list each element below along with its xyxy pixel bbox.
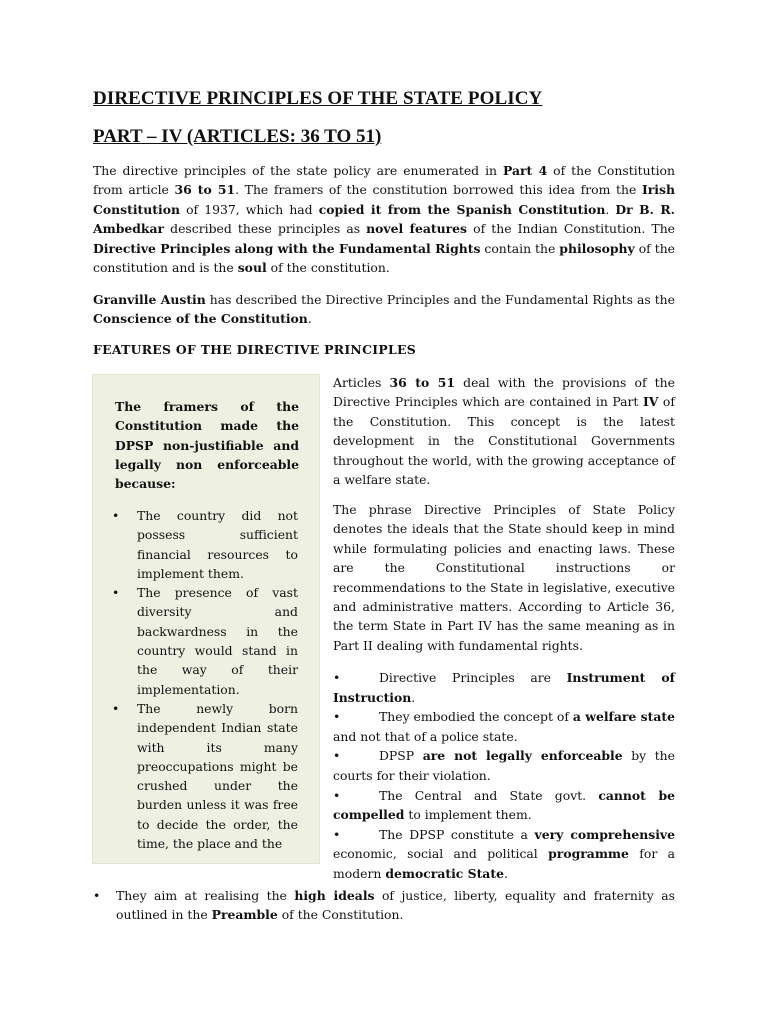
list-item: • The newly born independent Indian state with its many preoccupations might be crushed under the burden unless it was free to decide the order, the time, the place and the — [112, 700, 298, 852]
bullet-icon: • — [112, 508, 120, 523]
list-item: • They embodied the concept of a welfare state and not that of a police state. — [333, 709, 675, 744]
list-item: • Directive Principles are Instrument of Instruction. — [333, 670, 675, 705]
part-subtitle: PART – IV (ARTICLES: 36 TO 51) — [93, 126, 382, 147]
phrase-paragraph: The phrase Directive Principles of State Policy denotes the ideals that the State should keep in mind while formulating policies and enacting laws. These are the Constitutional instructions or recommendations to the State in legislative, executive and administrative matters. According to Article 36, the term State in Part IV has the same meaning as in Part II dealing with fundamental rights. — [333, 502, 675, 653]
intro-paragraph: The directive principles of the state policy are enumerated in Part 4 of the Constitution from article 36 to 51. The framers of the constitution borrowed this idea from the Irish Constitution of 1937, which had copied it from the Spanish Constitution. Dr B. R. Ambedkar described these principles as novel features of the Indian Constitution. The Directive Principles along with the Fundamental Rights contain the philosophy of the constitution and is the soul of the constitution. — [93, 163, 676, 276]
sidebox-title: The framers of the Constitution made the DPSP non-justifiable and legally non enforceable because: — [115, 399, 299, 492]
bullet-icon: • — [333, 787, 341, 803]
non-justifiable-sidebox — [92, 374, 320, 864]
features-heading: FEATURES OF THE DIRECTIVE PRINCIPLES — [93, 342, 416, 357]
bullet-icon: • — [333, 709, 341, 725]
list-item: • The Central and State govt. cannot be compelled to implement them. — [333, 787, 675, 823]
bullet-icon: • — [333, 826, 341, 842]
austin-paragraph: Granville Austin has described the Directive Principles and the Fundamental Rights as the Conscience of the Constitution. — [93, 292, 675, 327]
list-item: • The DPSP constitute a very comprehensive economic, social and political programme for a modern democratic State. — [333, 826, 676, 881]
bullet-icon: • — [333, 748, 341, 764]
bullet-icon: • — [333, 670, 341, 685]
bullet-icon: • — [112, 700, 120, 716]
ideals-list — [93, 886, 675, 925]
features-list — [333, 668, 675, 884]
bullet-icon: • — [112, 585, 120, 601]
articles-paragraph: Articles 36 to 51 deal with the provisions of the Directive Principles which are contained in Part IV of the Constitution. This concept is the latest development in the Constitutional Governments throughout the world, with the growing acceptance of a welfare state. — [333, 375, 675, 488]
list-item: • They aim at realising the high ideals of justice, liberty, equality and fraternity as outlined in the Preamble of the Constitution. — [93, 888, 675, 923]
list-item: • DPSP are not legally enforceable by the courts for their violation. — [333, 748, 675, 783]
bullet-icon: • — [93, 888, 101, 903]
sidebox-list — [92, 506, 298, 853]
page-title: DIRECTIVE PRINCIPLES OF THE STATE POLICY — [93, 88, 543, 109]
list-item: • The country did not possess sufficient financial resources to implement them. — [112, 508, 298, 581]
list-item: • The presence of vast diversity and backwardness in the country would stand in the way of their implementation. — [112, 585, 298, 697]
